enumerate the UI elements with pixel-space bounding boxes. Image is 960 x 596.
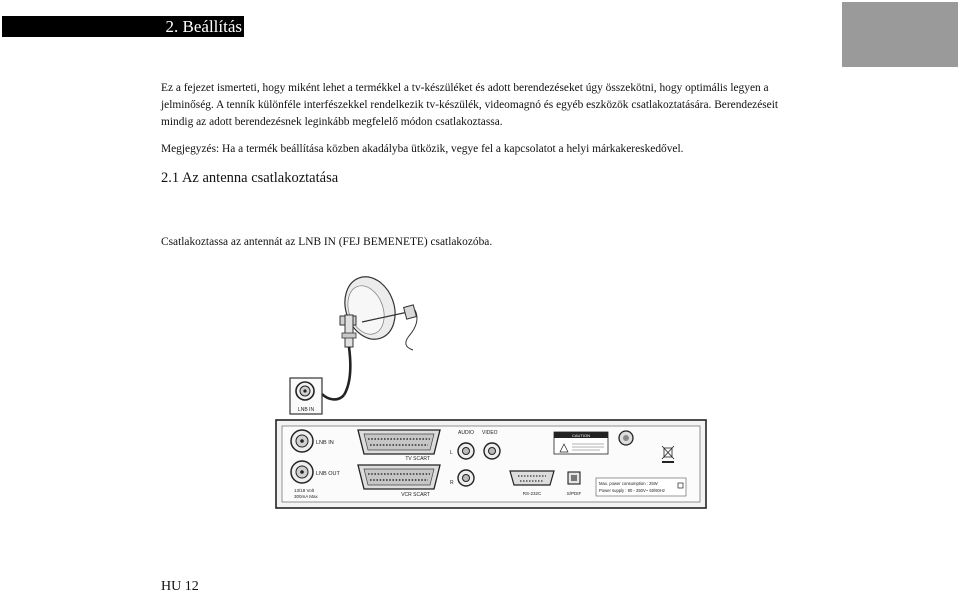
lnb-in-label: LNB IN bbox=[316, 440, 334, 446]
intro-paragraph: Ez a fejezet ismerteti, hogy miként lehet a termékkel a tv-készüléket és adott berendezéseket úgy összekötni, hogy optimális legyen a jelminőség. A tenník különféle interfészekkel rendelkezik tv-készülék, videomagnó és egyéb eszközök csatlakoztatására. Berendezéseit mindig az adott berendezésnek leginkább megfelelő módon csatlakoztassa. bbox=[161, 82, 779, 128]
spdif-port bbox=[567, 472, 582, 496]
tv-scart-label: TV SCART bbox=[405, 456, 430, 462]
lnb-spec-line-2: 300mA Max bbox=[294, 494, 318, 499]
audio-left-label: L bbox=[450, 450, 453, 456]
chapter-title: 2. Beállítás bbox=[165, 17, 242, 36]
section-heading: 2.1 Az antenna csatlakoztatása bbox=[161, 170, 339, 186]
figure-caption: Csatlakoztassa az antennát az LNB IN (FEJ BEMENETE) csatlakozóba. bbox=[161, 236, 493, 248]
audio-right-port bbox=[458, 470, 474, 486]
audio-label: AUDIO bbox=[458, 430, 474, 436]
page-number: HU 12 bbox=[161, 579, 199, 594]
caution-label-icon bbox=[554, 432, 608, 454]
video-label: VIDEO bbox=[482, 430, 498, 436]
audio-right-label: R bbox=[450, 480, 454, 486]
chapter-tab bbox=[842, 2, 958, 67]
power-specification bbox=[596, 478, 686, 496]
lnb-in-connector-closeup bbox=[290, 378, 322, 414]
antenna-cable bbox=[344, 347, 350, 395]
connector-label: LNB IN bbox=[297, 407, 315, 413]
audio-left-port bbox=[458, 443, 474, 459]
note-paragraph: Megjegyzés: Ha a termék beállítása közben akadályba ütközik, vegye fel a kapcsolatot a helyi márkakereskedővel. bbox=[161, 143, 684, 155]
power-cord-socket-icon bbox=[619, 431, 633, 445]
rs232-label: RS-232C bbox=[522, 491, 542, 496]
spdif-label: S/PDIF bbox=[566, 491, 582, 496]
chapter-header-bar bbox=[2, 16, 244, 37]
lnb-out-label: LNB OUT bbox=[316, 471, 340, 477]
caution-text: CAUTION bbox=[572, 433, 590, 438]
antenna-connection-diagram bbox=[270, 270, 710, 510]
video-port bbox=[484, 443, 500, 459]
receiver-rear-panel bbox=[276, 420, 706, 508]
lnb-spec-line-1: 13/18 Volt bbox=[294, 488, 315, 493]
vcr-scart-label: VCR SCART bbox=[401, 492, 430, 498]
power-spec-line-1: Max. power consumption : 25W bbox=[599, 481, 658, 486]
power-spec-line-2: Power supply : 90 - 250V~ 50/60Hz bbox=[599, 488, 665, 493]
satellite-dish-icon bbox=[337, 270, 417, 350]
